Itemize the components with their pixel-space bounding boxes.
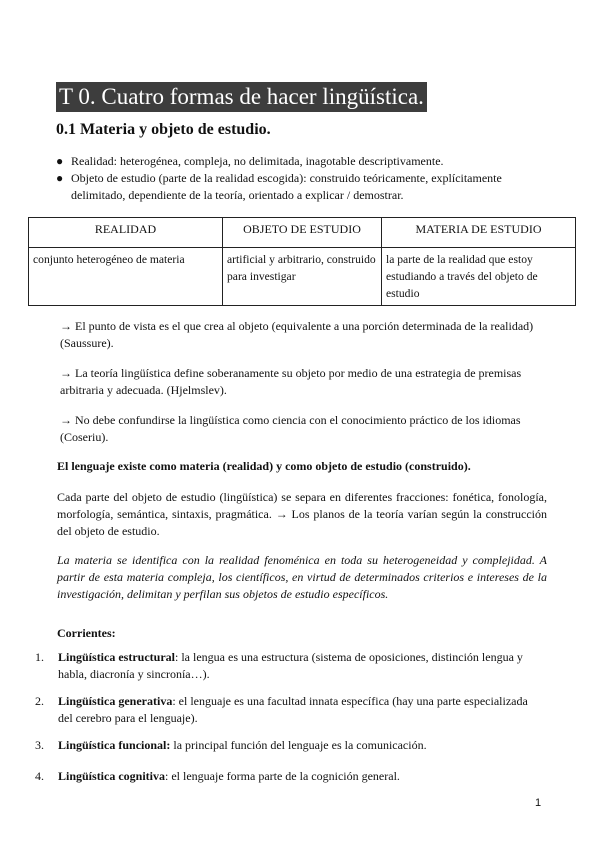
current-desc: el lenguaje forma parte de la cognición general. — [171, 769, 400, 783]
list-number: 3. — [35, 738, 44, 752]
separator: : — [165, 769, 172, 783]
current-name: Lingüística estructural — [58, 650, 175, 664]
table-header-row — [29, 218, 576, 248]
table-cell: conjunto heterogéneo de materia — [29, 248, 223, 306]
italic-paragraph: La materia se identifica con la realidad fenoménica en toda su heterogeneidad y complejidad. A partir de esta materia compleja, los científicos, en virtud de determinados criterios e intereses de la investigación, delimitan y perfilan sus objetos de estudio específicos. — [57, 553, 547, 601]
bullet-text: Objeto de estudio (parte de la realidad escogida): construido teóricamente, explícitamente delimitado, dependiente de la teoría, orientado a explicar / demostrar. — [71, 171, 502, 202]
table-cell: artificial y arbitrario, construido para investigar — [223, 248, 382, 306]
current-desc: la principal función del lenguaje es la comunicación. — [173, 738, 427, 752]
list-item — [35, 737, 545, 754]
separator: : — [172, 694, 179, 708]
page-title: T 0. Cuatro formas de hacer lingüística. — [56, 82, 427, 112]
arrow-note-coseriu: → No debe confundirse la lingüística como ciencia con el conocimiento práctico de los idiomas (Coseriu). — [60, 413, 521, 444]
current-desc: el lenguaje es una facultad innata específica (hay una parte especializada del cerebro para el lenguaje). — [58, 694, 528, 725]
list-item — [35, 693, 545, 727]
list-number: 2. — [35, 694, 44, 708]
bullet-icon: ● — [56, 154, 64, 168]
list-item — [35, 768, 545, 785]
page-number: 1 — [535, 797, 542, 809]
current-name: Lingüística cognitiva — [58, 769, 166, 783]
paragraph: Cada parte del objeto de estudio (lingüística) se separa en diferentes fracciones: fonética, fonología, morfología, semántica, sintaxis, pragmática. → Los planos de la teoría varían según la construcción del objeto de estudio. — [57, 490, 547, 538]
bullet-list — [55, 153, 550, 204]
table-header-materia: MATERIA DE ESTUDIO — [382, 218, 576, 248]
table-row — [29, 248, 576, 306]
comparison-table — [28, 217, 576, 306]
separator: : — [175, 650, 182, 664]
list-number: 1. — [35, 650, 44, 664]
bullet-icon: ● — [56, 171, 64, 185]
section-title: 0.1 Materia y objeto de estudio. — [56, 121, 271, 138]
bold-statement: El lenguaje existe como materia (realidad) y como objeto de estudio (construido). — [57, 459, 471, 473]
table-header-objeto: OBJETO DE ESTUDIO — [223, 218, 382, 248]
list-item — [55, 153, 550, 170]
table-cell: la parte de la realidad que estoy estudiando a través del objeto de estudio — [382, 248, 576, 306]
list-number: 4. — [35, 769, 44, 783]
table-header-realidad: REALIDAD — [29, 218, 223, 248]
current-name: Lingüística funcional: — [58, 738, 171, 752]
currents-heading: Corrientes: — [57, 626, 116, 640]
bullet-text: Realidad: heterogénea, compleja, no delimitada, inagotable descriptivamente. — [71, 154, 444, 168]
current-desc: la lengua es una estructura (sistema de oposiciones, distinción lengua y habla, diacronía y sincronía…). — [58, 650, 523, 681]
arrow-note-hjelmslev: → La teoría lingüística define soberanamente su objeto por medio de una estrategia de premisas arbitraria y adecuada. (Hjelmslev). — [60, 366, 522, 397]
list-item — [55, 170, 550, 204]
arrow-note-saussure: → El punto de vista es el que crea al objeto (equivalente a una porción determinada de la realidad) (Saussure). — [60, 319, 534, 350]
list-item — [35, 649, 545, 683]
currents-list — [35, 649, 545, 785]
current-name: Lingüística generativa — [58, 694, 173, 708]
